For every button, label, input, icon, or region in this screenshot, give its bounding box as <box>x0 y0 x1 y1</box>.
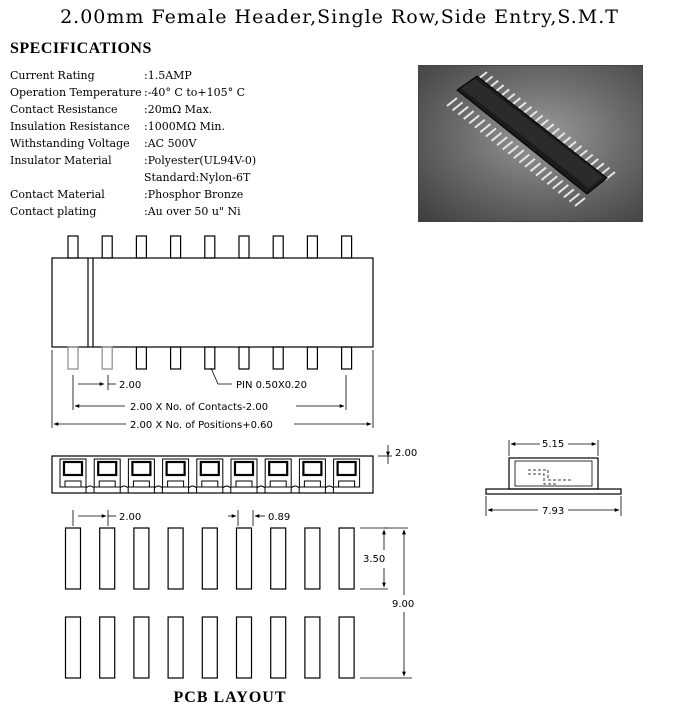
header-body <box>52 258 373 347</box>
pin-lower <box>273 347 283 369</box>
pcb-pad-lower <box>339 617 354 678</box>
top-pins-upper <box>68 236 352 258</box>
pcb-pitch-dim-label: 2.00 <box>119 512 142 523</box>
front-cell-window <box>64 462 82 475</box>
pin-lower <box>68 347 78 369</box>
pcb-pad-lower <box>305 617 320 678</box>
spec-label: Insulator Material <box>10 154 112 167</box>
pcb-pad-upper <box>100 528 115 589</box>
height-dim-label: 2.00 <box>395 448 418 459</box>
pin-lower <box>136 347 146 369</box>
front-cell-window <box>132 462 150 475</box>
page-title: 2.00mm Female Header,Single Row,Side Entry,S.M.T <box>60 6 619 28</box>
pcb-pad-lower <box>168 617 183 678</box>
pcb-pad-upper <box>168 528 183 589</box>
pin-size-label: PIN 0.50X0.20 <box>236 380 308 391</box>
pin-lower <box>205 347 215 369</box>
pcb-pad-upper <box>339 528 354 589</box>
spec-label: Withstanding Voltage <box>10 137 130 150</box>
side-base <box>486 489 621 494</box>
pcb-pad-upper <box>202 528 217 589</box>
pcb-pad-upper <box>271 528 286 589</box>
contacts-dim-label: 2.00 X No. of Contacts-2.00 <box>130 402 269 413</box>
pcb-pads <box>66 528 355 678</box>
front-cell-window <box>235 462 253 475</box>
spec-label: Contact Resistance <box>10 103 118 116</box>
top-pins-lower <box>68 347 352 369</box>
front-cell-contact <box>65 481 81 487</box>
pad-width-dim-label: 0.89 <box>268 512 291 523</box>
side-view <box>486 458 621 494</box>
spec-label: Insulation Resistance <box>10 120 130 133</box>
pin-lower <box>171 347 181 369</box>
spec-value: :Polyester(UL94V-0) <box>144 154 257 167</box>
spec-value: :20mΩ Max. <box>144 103 213 116</box>
pcb-pad-upper <box>305 528 320 589</box>
side-contact-hidden <box>528 474 558 484</box>
front-cell-gap <box>291 486 299 493</box>
front-cell-contact <box>304 481 320 487</box>
front-cell-gap <box>189 486 197 493</box>
front-cell-window <box>98 462 116 475</box>
front-cell-gap <box>86 486 94 493</box>
spec-value: :AC 500V <box>144 137 197 150</box>
spec-value: :1.5AMP <box>144 69 192 82</box>
side-inner-dim-label: 5.15 <box>542 439 565 450</box>
front-view <box>52 456 373 493</box>
spec-value: :1000MΩ Min. <box>144 120 225 133</box>
front-cell-contact <box>133 481 149 487</box>
pcb-pad-lower <box>237 617 252 678</box>
pin-upper <box>307 236 317 258</box>
front-cell-gap <box>223 486 231 493</box>
front-cell-contact <box>168 481 184 487</box>
pcb-pad-upper <box>134 528 149 589</box>
front-contact-cells <box>60 459 360 493</box>
pad-span-dim-label: 9.00 <box>392 599 415 610</box>
spec-value: :Phosphor Bronze <box>144 188 244 201</box>
pin-lower <box>342 347 352 369</box>
front-cell-contact <box>202 481 218 487</box>
pin-upper <box>102 236 112 258</box>
side-contact-hidden <box>528 470 572 480</box>
pcb-pad-lower <box>100 617 115 678</box>
front-cell-gap <box>154 486 162 493</box>
pin-upper <box>273 236 283 258</box>
pcb-pad-upper <box>237 528 252 589</box>
front-cell-contact <box>236 481 252 487</box>
spec-value: :-40° C to+105° C <box>144 86 245 99</box>
pcb-pad-lower <box>271 617 286 678</box>
spec-label: Current Rating <box>10 69 95 82</box>
pin-upper <box>342 236 352 258</box>
pin-upper <box>136 236 146 258</box>
side-cavity <box>515 461 592 486</box>
front-cell-contact <box>270 481 286 487</box>
pin-leader <box>211 368 232 384</box>
spec-value: Standard:Nylon-6T <box>144 171 251 184</box>
front-cell-gap <box>120 486 128 493</box>
front-cell-window <box>167 462 185 475</box>
front-cell-contact <box>339 481 355 487</box>
spec-value: :Au over 50 u" Ni <box>144 205 241 218</box>
pad-length-dim-label: 3.50 <box>363 554 386 565</box>
top-view <box>52 236 373 369</box>
pin-upper <box>205 236 215 258</box>
spec-label: Contact plating <box>10 205 97 218</box>
side-outer-dim-label: 7.93 <box>542 506 565 517</box>
front-cell-window <box>201 462 219 475</box>
pcb-pad-lower <box>202 617 217 678</box>
front-cell-gap <box>257 486 265 493</box>
pitch-dim-label: 2.00 <box>119 380 142 391</box>
pcb-pad-lower <box>134 617 149 678</box>
spec-label: Contact Material <box>10 188 105 201</box>
front-cell-gap <box>325 486 333 493</box>
front-cell-window <box>269 462 287 475</box>
pin-lower <box>239 347 249 369</box>
specifications-heading: SPECIFICATIONS <box>10 40 152 57</box>
positions-dim-label: 2.00 X No. of Positions+0.60 <box>130 420 273 431</box>
pin-upper <box>239 236 249 258</box>
pin-lower <box>102 347 112 369</box>
pin-upper <box>68 236 78 258</box>
pcb-layout-label: PCB LAYOUT <box>173 689 287 706</box>
spec-label: Operation Temperature <box>10 86 142 99</box>
front-cell-window <box>338 462 356 475</box>
pin-upper <box>171 236 181 258</box>
pcb-pad-upper <box>66 528 81 589</box>
pcb-pad-lower <box>66 617 81 678</box>
front-cell-contact <box>99 481 115 487</box>
front-cell-window <box>303 462 321 475</box>
pin-lower <box>307 347 317 369</box>
